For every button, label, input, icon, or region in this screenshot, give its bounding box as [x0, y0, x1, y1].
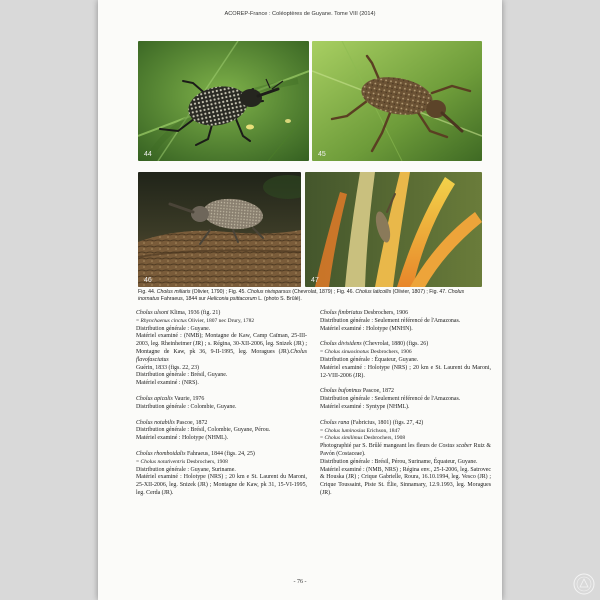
- species-authority: (Chevrolat, 1880) (figs. 26): [361, 341, 429, 348]
- synonym-prefix: =: [136, 317, 141, 324]
- species-entry: [320, 388, 491, 411]
- synonym-authority: Desbrochers, 1906: [368, 349, 412, 356]
- caption-text: Fig. 44.: [138, 289, 157, 295]
- running-header: ACOREP-France : Coléoptères de Guyane. Tome VIII (2014): [224, 11, 376, 17]
- species-entry: [136, 310, 307, 388]
- distribution-line: Distribution générale : Équateur, Guyane.: [320, 356, 419, 363]
- caption-species: Cholus laticollis: [355, 289, 392, 295]
- caption-species: Heliconia psittacorum: [207, 296, 257, 302]
- plant-name: Costus scaber: [438, 443, 472, 450]
- material-text: Matériel examiné : (NMB); Montagne de Kaw, Camp Caïman, 25-III-2003, leg. Rheinheimer (JR) ; s. Régina, 30-XII-2006, leg. Snizek (JR) ; Montagne de Kaw, pk 36, 9-II-1995, leg. Moragues (JR).: [136, 333, 307, 355]
- species-entry: [136, 420, 307, 443]
- distribution-line: Distribution générale : Seulement référencé de l'Amazonas.: [320, 317, 461, 324]
- synonym-line: [136, 318, 307, 326]
- figure-number-47: 47: [311, 277, 319, 284]
- synonym-prefix: =: [320, 435, 325, 442]
- caption-text: L. (photo S. Brûlé).: [256, 296, 302, 302]
- caption-text: Fahraeus, 1844 sur: [159, 296, 208, 302]
- species-name: Cholus rana: [320, 419, 350, 426]
- material-line: Matériel examiné : Holotype (NHML).: [136, 435, 229, 442]
- species-name: Cholus divisidens: [320, 341, 362, 348]
- figure-number-44: 44: [144, 151, 152, 158]
- caption-species: Cholus miliaris: [156, 289, 191, 295]
- weevil-photo-47: [305, 172, 482, 287]
- figure-45-photo: [312, 41, 482, 161]
- species-heading: [320, 420, 491, 428]
- material-line: Matériel examiné : (NRS).: [136, 380, 199, 387]
- species-entry: [136, 396, 307, 412]
- caption-species: Cholus nivisparsus: [247, 289, 291, 295]
- species-authority: Pascoe, 1872: [174, 419, 208, 426]
- seal-icon: [573, 573, 595, 595]
- species-entry: [136, 451, 307, 498]
- material-line: Matériel examiné : Holotype (NRS) ; 20 km e St. Laurent du Maroni, 12-VIII-2006 (JR).: [320, 364, 491, 379]
- species-entry: [320, 420, 491, 498]
- synonym-name: Cholus luminosius: [324, 427, 366, 434]
- synonym-prefix: =: [320, 427, 325, 434]
- synonym-line: [136, 459, 307, 467]
- caption-text: (Chevrolat, 1879) ; Fig. 46.: [290, 289, 356, 295]
- material-line: Matériel examiné : Holotype (MNHN).: [320, 325, 413, 332]
- synonym-line: [320, 349, 491, 357]
- distribution-line: Distribution générale : Seulement référencé de l'Amazonas.: [320, 396, 461, 403]
- species-heading: [320, 310, 491, 318]
- synonym-authority: Olivier, 1807 nec Drury, 1782: [186, 317, 255, 324]
- synonym-authority: Desbrochers, 1908: [362, 435, 406, 442]
- material-line: [136, 333, 307, 364]
- synonym-prefix: =: [320, 349, 325, 356]
- caption-text: (Olivier, 1807) ; Fig. 47.: [391, 289, 448, 295]
- weevil-photo-44: [138, 41, 309, 161]
- species-name: Cholus rhomboidalis: [136, 450, 186, 457]
- material-line: Matériel examiné : Syntype (NHML).: [320, 403, 410, 410]
- species-name: Cholus notabilis: [136, 419, 175, 426]
- synonym-line: [320, 435, 491, 443]
- weevil-photo-46: [138, 172, 301, 287]
- figure-number-45: 45: [318, 151, 326, 158]
- distribution-line: Distribution générale : Brésil, Pérou, Suriname, Équateur, Guyane.: [320, 458, 478, 465]
- species-name: Cholus ulsoni: [136, 310, 169, 316]
- synonym-prefix: =: [136, 458, 141, 465]
- synonym-line: [320, 428, 491, 436]
- synonym-name: Cholus notativentris: [140, 458, 186, 465]
- distribution-line: Distribution générale : Guyane, Suriname.: [136, 466, 236, 473]
- figure-46-photo: [138, 172, 301, 287]
- species-authority: Fahraeus, 1844 (figs. 24, 25): [185, 450, 255, 457]
- figure-caption: [138, 289, 484, 303]
- species-name: Cholus fimbriatus: [320, 310, 363, 316]
- species-authority: Klima, 1936 (fig. 21): [168, 310, 221, 316]
- material-line: Matériel examiné : Holotype (NRS) ; 20 km e St. Laurent du Maroni, 25-XII-2006, leg. Snizek (JR) ; Montagne de Kaw, pk 31, 15-VI-1995, leg. Cerda (JR).: [136, 474, 307, 496]
- figure-44-photo: [138, 41, 309, 161]
- document-page: [98, 0, 502, 600]
- distribution-line: Distribution générale : Brésil, Guyane.: [136, 372, 228, 379]
- synonym-authority: Desbrochers, 1908: [185, 458, 228, 465]
- figure-47-photo: [305, 172, 482, 287]
- observation-text: Ruiz & Pavón (Costaceae).: [320, 443, 492, 457]
- distribution-line: Distribution générale : Colombie, Guyane.: [136, 403, 237, 410]
- synonym-name: Cholus similimus: [324, 435, 363, 442]
- species-heading: [136, 420, 307, 428]
- species-name: Cholus apicalis: [136, 395, 173, 402]
- species-authority: Desbrochers, 1906: [362, 310, 409, 316]
- species-heading: [136, 451, 307, 459]
- species-heading: [136, 310, 307, 318]
- text-column-right: [320, 310, 491, 506]
- distribution-line: Distribution générale : Guyane.: [136, 325, 211, 332]
- species-heading: [320, 388, 491, 396]
- synonym-name: Rhynchaenus cinctus: [140, 317, 187, 324]
- species-name: Cholus flavofasciatus: [136, 348, 307, 363]
- observation-text: Photographié par S. Brûlé mangeant les fleurs de: [320, 443, 439, 450]
- species-heading: [136, 396, 307, 404]
- species-heading: [320, 341, 491, 349]
- caption-species: Cholus inornatus: [138, 289, 465, 302]
- observation-line: [320, 443, 491, 459]
- figure-number-46: 46: [144, 277, 152, 284]
- text-column-left: [136, 310, 307, 506]
- species-authority: (Fabricius, 1801) (figs. 27, 42): [349, 419, 424, 426]
- species-authority: Pascoe, 1872: [361, 388, 394, 395]
- species-authority-line: Guérin, 1833 (figs. 22, 23): [136, 364, 199, 371]
- weevil-photo-45: [312, 41, 482, 161]
- caption-text: (Olivier, 1790) ; Fig. 45.: [190, 289, 248, 295]
- material-line: Matériel examiné : (NMB, NRS) ; Régina env., 25-I-2006, leg. Satrovec & Houska (JR) ; Crique Gabrielle, Roura, 16.10.1994, leg. Vesco (JR) ; Crique Toussaint, Piste St. Élie, Sinnamary, 12.9.1993, leg. Moragues (JR).: [320, 466, 491, 496]
- species-authority: Vaurie, 1976: [172, 395, 205, 402]
- synonym-name: Cholus sinuosinotus: [324, 349, 369, 356]
- synonym-authority: Erichson, 1847: [365, 427, 400, 434]
- distribution-line: Distribution générale : Brésil, Colombie, Guyane, Pérou.: [136, 427, 271, 434]
- species-entry: [320, 310, 491, 333]
- species-name: Cholus bufoninus: [320, 388, 362, 395]
- page-number: - 76 -: [293, 579, 307, 585]
- species-entry: [320, 341, 491, 380]
